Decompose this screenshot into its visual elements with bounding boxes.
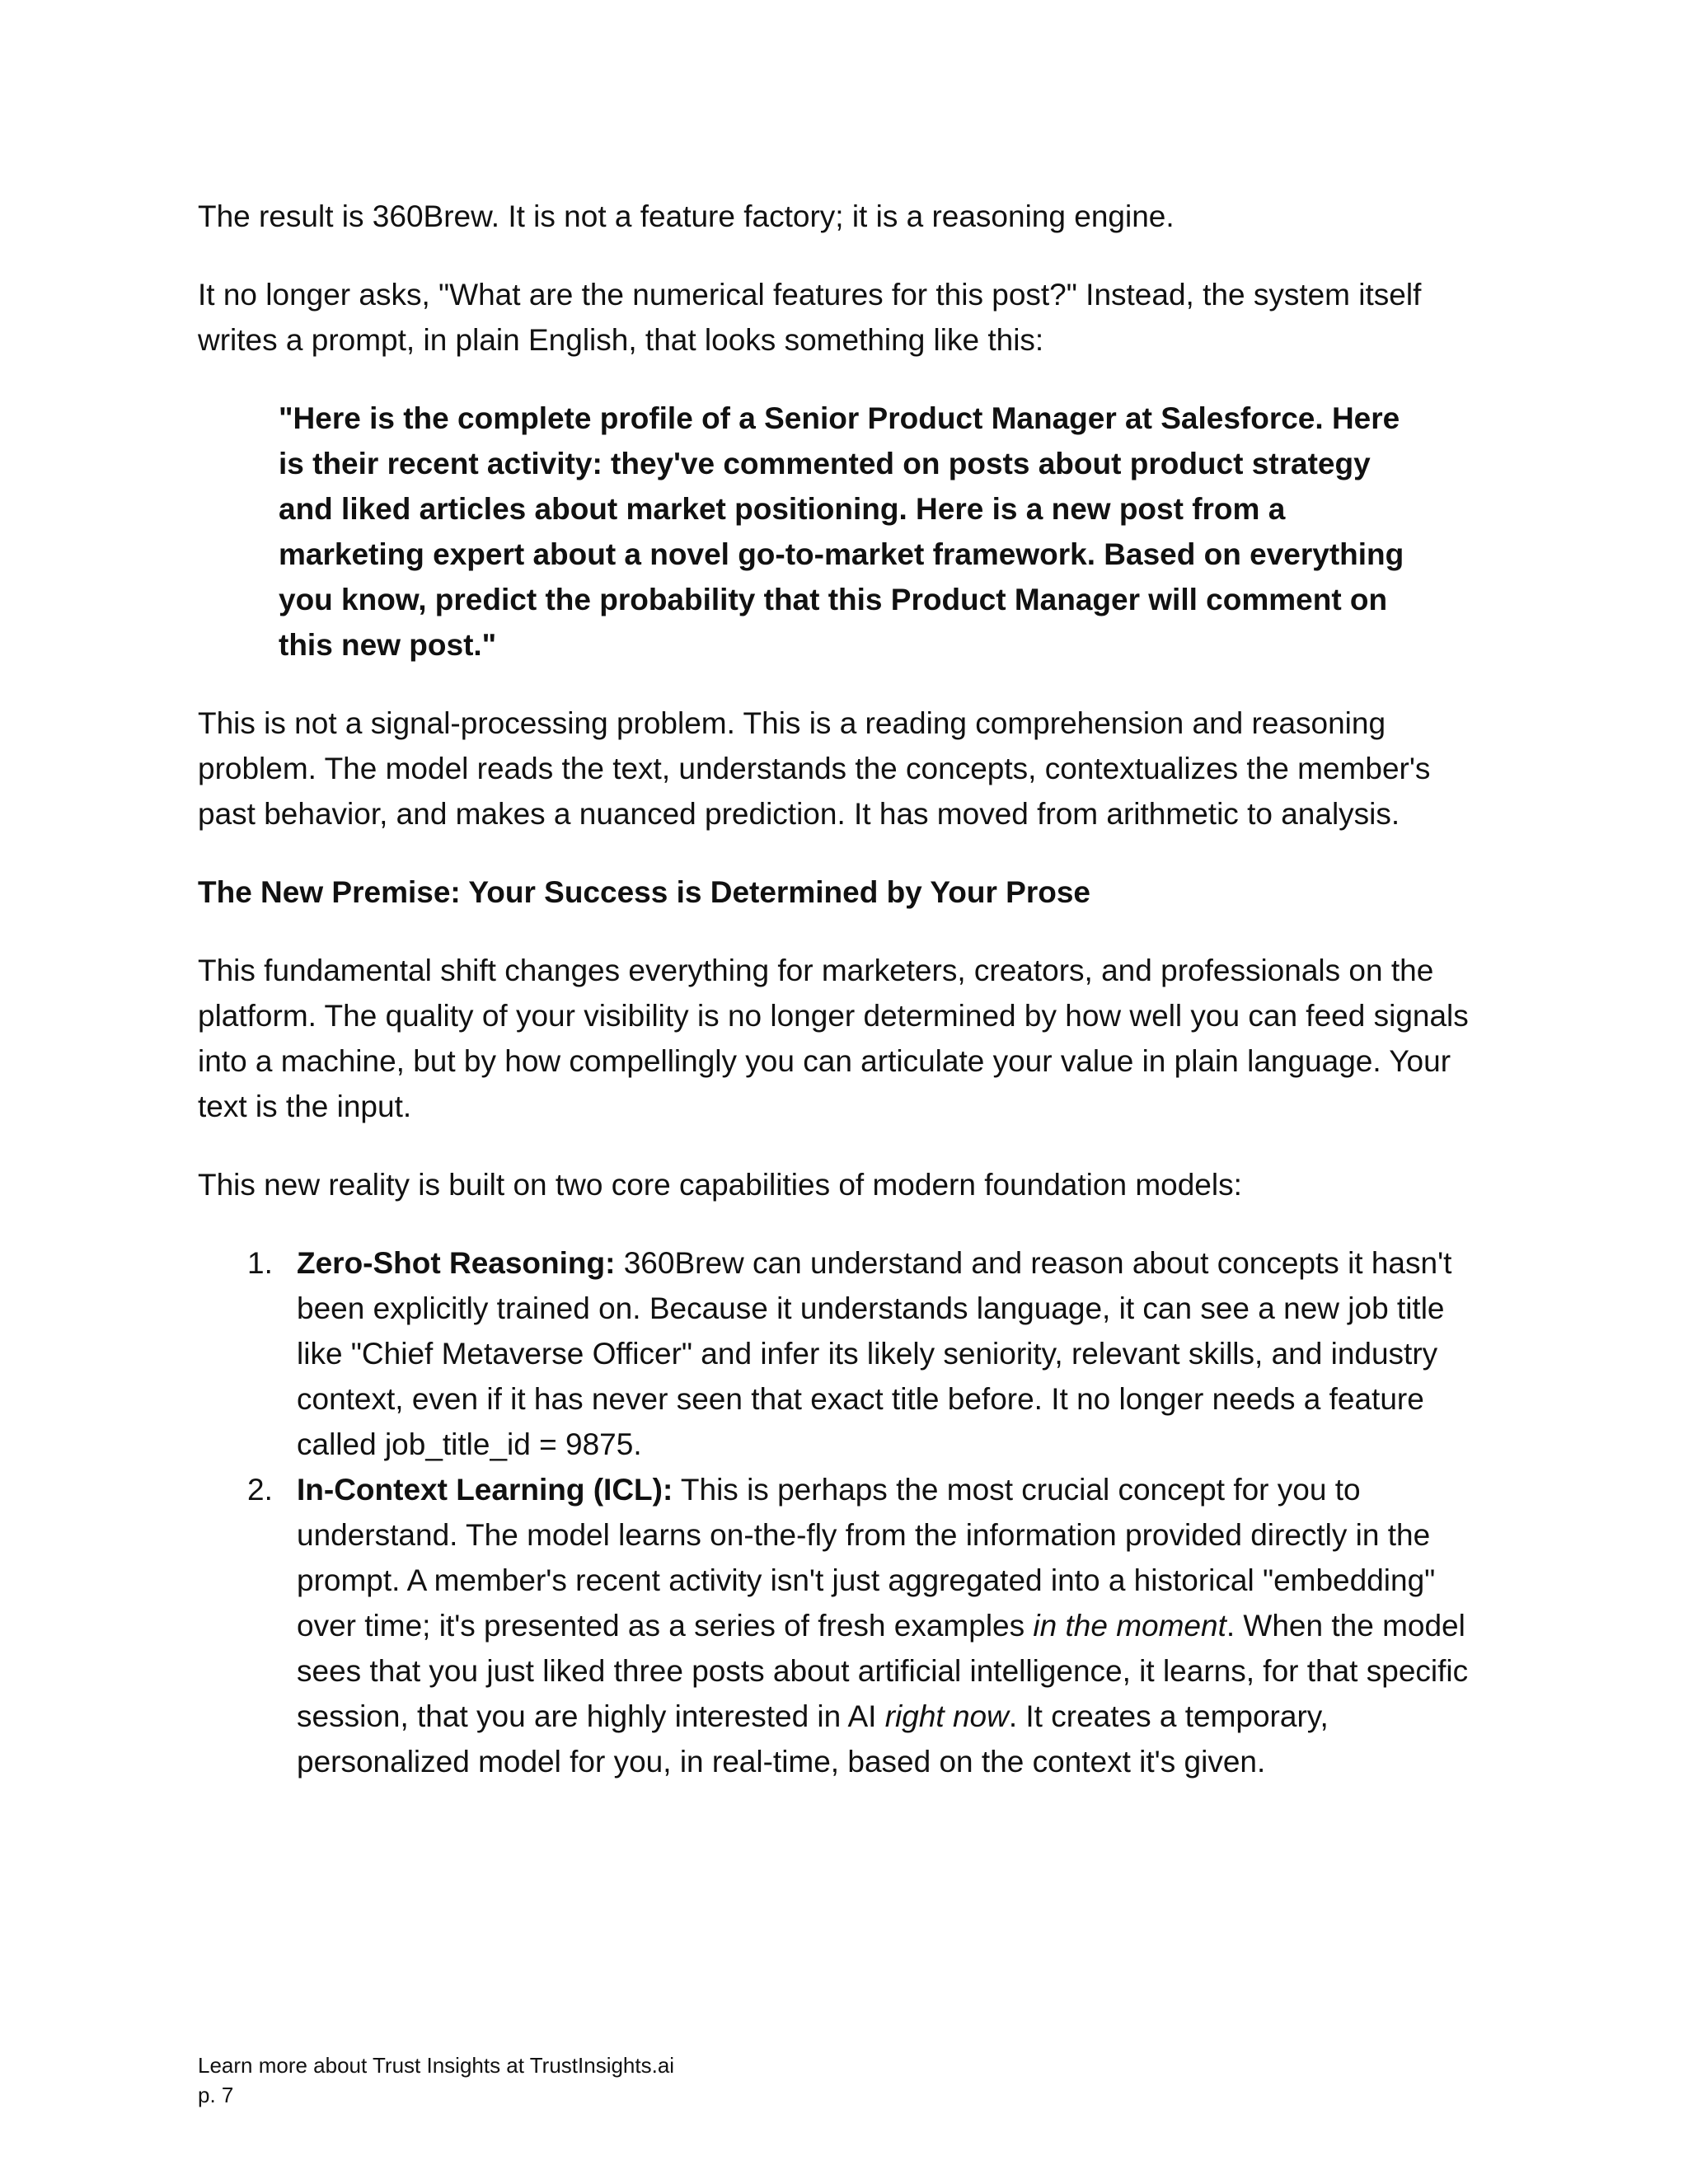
paragraph-reasoning-problem: This is not a signal-processing problem. This is a reading comprehension and reasoning problem. The model reads the text, understands the concepts, contextualizes the member's past behavior, and makes a nuanced prediction. It has moved from arithmetic to analysis. (198, 706, 1431, 831)
list-item-text: This is perhaps the most crucial concept for you to understand. The model learns on-the-fly from the information provided directly in the prompt. A member's recent activity isn't just aggregated into a historical "embedding" over time; it's presented as a series of fresh examples (297, 1473, 1436, 1643)
list-item-text: . It creates a temporary, personalized model for you, in real-time, based on the context it's given. (297, 1699, 1329, 1779)
page-footer (198, 2050, 674, 2110)
list-item-number: 2. (247, 1473, 273, 1507)
list-item-number: 1. (247, 1246, 273, 1280)
page-number: p. 7 (198, 2083, 234, 2107)
list-item-term: In-Context Learning (ICL): (297, 1473, 673, 1507)
list-item-emphasis: in the moment (1033, 1609, 1226, 1643)
footer-promo-text: Learn more about Trust Insights at TrustInsights.ai (198, 2053, 675, 2078)
section-heading: The New Premise: Your Success is Determined by Your Prose (198, 875, 1091, 909)
list-item (198, 1240, 1492, 1467)
list-item-text: 360Brew can understand and reason about concepts it hasn't been explicitly trained on. Because it understands language, it can see a new job title like "Chief Metaverse Officer" and infer its likely seniority, relevant skills, and industry context, even if it has never seen that exact title before. It no longer needs a feature called job_title_id = 9875. (297, 1246, 1452, 1461)
list-item-text: . When the model sees that you just liked three posts about artificial intelligence, it learns, for that specific session, that you are highly interested in AI (297, 1609, 1469, 1733)
capabilities-list (198, 1240, 1492, 1784)
list-item (198, 1467, 1492, 1784)
list-item-term: Zero-Shot Reasoning: (297, 1246, 616, 1280)
paragraph-fundamental-shift: This fundamental shift changes everything for marketers, creators, and professionals on the platform. The quality of your visibility is no longer determined by how well you can feed signals into a machine, but by how compellingly you can articulate your value in plain language. Your text is the input. (198, 954, 1469, 1123)
paragraph-prompt-intro: It no longer asks, "What are the numerical features for this post?" Instead, the system itself writes a prompt, in plain English, that looks something like this: (198, 278, 1422, 357)
list-item-emphasis: right now (884, 1699, 1009, 1733)
document-body (198, 194, 1492, 1784)
paragraph-result: The result is 360Brew. It is not a feature factory; it is a reasoning engine. (198, 199, 1175, 233)
paragraph-core-capabilities: This new reality is built on two core capabilities of modern foundation models: (198, 1168, 1242, 1202)
example-prompt-quote: "Here is the complete profile of a Senior Product Manager at Salesforce. Here is their recent activity: they've commented on posts about product strategy and liked articles about market positioning. Here is a new post from a marketing expert about a novel go-to-market framework. Based on everything you know, predict the probability that this Product Manager will comment on this new post." (279, 401, 1404, 662)
